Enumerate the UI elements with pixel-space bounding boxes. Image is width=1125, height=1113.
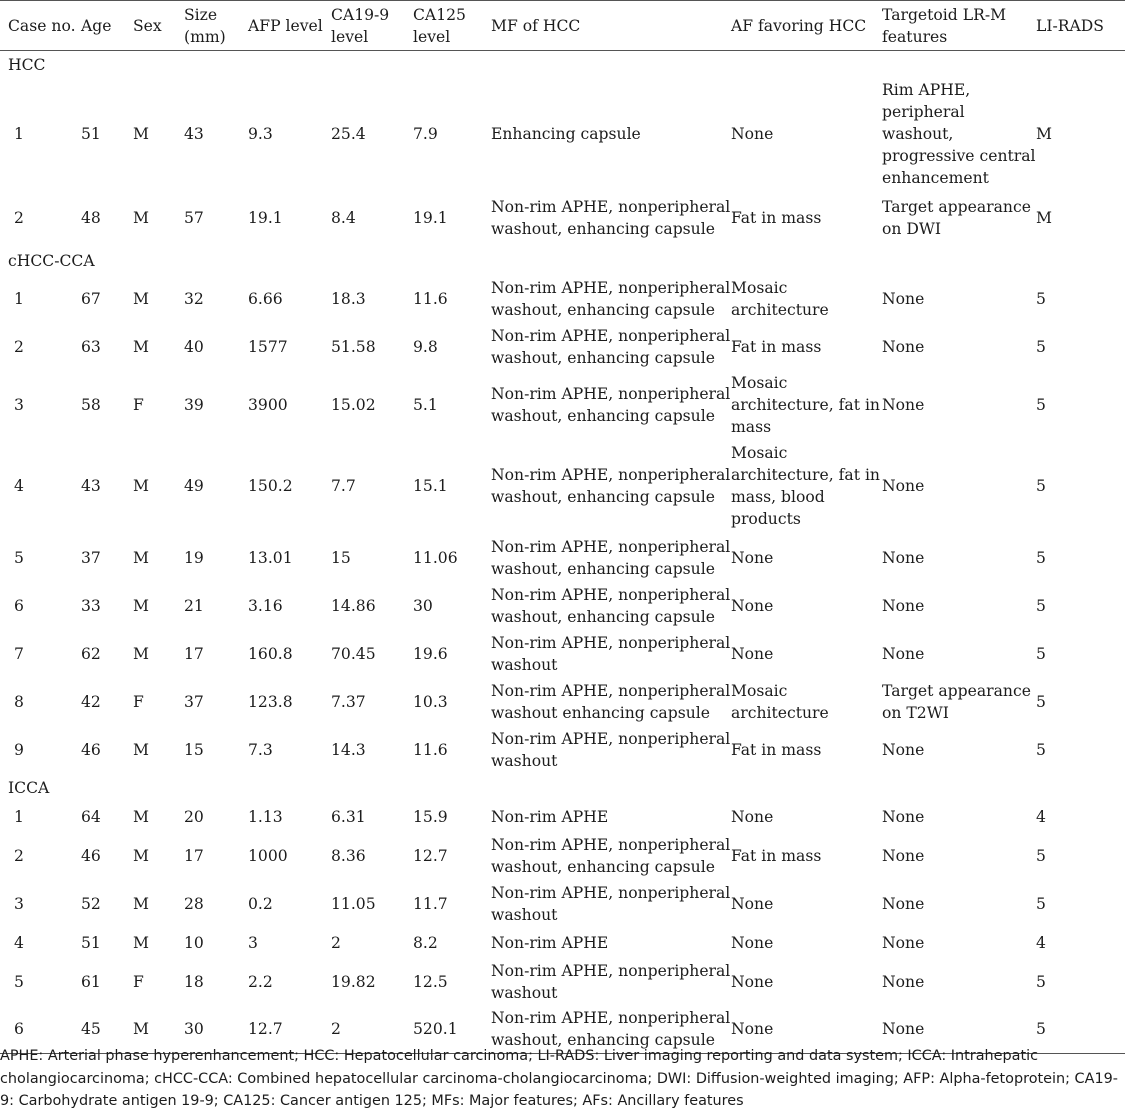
cell-li-rads: 4 — [1036, 933, 1046, 952]
cell-age: 33 — [81, 596, 101, 615]
cell-af: Mosaic architecture, fat in mass — [731, 373, 880, 436]
cell-li-rads: 5 — [1036, 644, 1046, 663]
cell-ca125: 19.6 — [413, 644, 448, 663]
cell-ca19-9: 70.45 — [331, 644, 376, 663]
cell-li-rads: M — [1036, 124, 1052, 143]
cell-case-no: 4 — [14, 477, 24, 495]
cell-sex: M — [133, 644, 149, 663]
cell-ca125: 7.9 — [413, 124, 438, 143]
cell-ca125: 12.7 — [413, 846, 448, 865]
group-label: ICCA — [8, 778, 50, 797]
cell-age: 45 — [81, 1006, 133, 1054]
cell-ca125: 15.1 — [413, 477, 448, 495]
cell-af: Mosaic architecture — [731, 278, 829, 319]
cell-li-rads: 5 — [1036, 1006, 1125, 1054]
cell-size: 19 — [184, 548, 204, 567]
cell-af: Fat in mass — [731, 846, 822, 865]
cell-afp: 1000 — [248, 846, 288, 865]
cell-case-no: 2 — [14, 337, 24, 356]
cell-ca19-9: 15.02 — [331, 395, 376, 414]
cell-ca19-9: 2 — [331, 1006, 413, 1054]
table-row — [0, 880, 1125, 928]
cell-mf: Non-rim APHE, nonperipheral washout — [491, 633, 731, 674]
cell-li-rads: 5 — [1036, 477, 1046, 495]
cell-sex: F — [133, 972, 144, 991]
cell-size: 43 — [184, 124, 204, 143]
cell-ca19-9: 7.37 — [331, 692, 366, 711]
header-ca125: CA125 level — [413, 1, 491, 51]
cell-targetoid: None — [882, 596, 925, 615]
cell-sex: M — [133, 894, 149, 913]
cell-af: None — [731, 807, 774, 826]
cell-case-no: 3 — [14, 894, 24, 913]
cell-afp: 7.3 — [248, 740, 273, 759]
cell-sex: M — [133, 807, 149, 826]
cell-targetoid: None — [882, 894, 925, 913]
cell-li-rads: 5 — [1036, 972, 1046, 991]
cell-ca125: 15.9 — [413, 807, 448, 826]
header-targetoid: Targetoid LR-M features — [882, 1, 1036, 51]
table-row — [0, 79, 1125, 189]
cell-ca19-9: 25.4 — [331, 124, 366, 143]
cell-mf: Non-rim APHE, nonperipheral washout, enhancing capsule — [491, 585, 731, 626]
cell-sex: M — [133, 1006, 184, 1054]
header-ca19-9: CA19-9 level — [331, 1, 413, 51]
table-row — [0, 275, 1125, 323]
cell-li-rads: 5 — [1036, 395, 1046, 414]
cell-case-no: 2 — [14, 846, 24, 865]
cell-age: 63 — [81, 337, 101, 356]
table-footnote: APHE: Arterial phase hyperenhancement; HCC: Hepatocellular carcinoma; LI-RADS: Liver imaging reporting and data system; ICCA: Intrahepatic cholangiocarcinoma; cHCC-CCA: Combined hepatocellular carcinoma-cholangiocarcinoma; DWI: Diffusion-weighted imaging; AFP: Alpha-fetoprotein; CA19-9: Carbohydrate antigen 19-9; CA125: Cancer antigen 125; MFs: Major features; AFs: Ancillary features — [0, 1048, 1118, 1109]
cell-ca19-9: 8.4 — [331, 208, 356, 227]
cell-ca19-9: 11.05 — [331, 894, 376, 913]
cell-af: None — [731, 596, 774, 615]
header-afp: AFP level — [248, 1, 331, 51]
table-row — [0, 630, 1125, 678]
cell-ca19-9: 7.7 — [331, 477, 356, 495]
cell-size: 30 — [184, 1006, 248, 1054]
cell-afp: 19.1 — [248, 208, 283, 227]
cell-li-rads: 5 — [1036, 740, 1046, 759]
table-row — [0, 802, 1125, 832]
header-case-no: Case no. — [0, 1, 81, 51]
cell-size: 40 — [184, 337, 204, 356]
cell-size: 10 — [184, 933, 204, 952]
cell-size: 15 — [184, 740, 204, 759]
cell-case-no: 1 — [14, 807, 24, 826]
cell-mf: Non-rim APHE, nonperipheral washout, enhancing capsule — [491, 278, 731, 319]
cell-size: 17 — [184, 846, 204, 865]
cell-li-rads: 5 — [1036, 289, 1046, 308]
cell-targetoid: None — [882, 337, 925, 356]
cell-afp: 123.8 — [248, 692, 293, 711]
table-row — [0, 582, 1125, 630]
table-body — [0, 51, 1125, 1054]
cell-li-rads: 5 — [1036, 894, 1046, 913]
cell-size: 37 — [184, 692, 204, 711]
cell-age: 61 — [81, 972, 101, 991]
cell-targetoid: Target appearance on T2WI — [882, 681, 1031, 722]
cell-ca125: 5.1 — [413, 395, 438, 414]
cell-mf: Non-rim APHE, nonperipheral washout — [491, 961, 731, 1002]
cell-case-no: 5 — [14, 548, 24, 567]
cell-case-no: 6 — [0, 1006, 81, 1054]
cell-ca125: 520.1 — [413, 1006, 491, 1054]
table-row — [0, 439, 1125, 534]
cell-sex: M — [133, 337, 149, 356]
cell-sex: M — [133, 124, 149, 143]
cell-ca19-9: 18.3 — [331, 289, 366, 308]
cell-case-no: 7 — [14, 644, 24, 663]
cell-li-rads: 5 — [1036, 548, 1046, 567]
cell-targetoid: None — [882, 740, 925, 759]
group-label: cHCC-CCA — [8, 251, 95, 270]
cell-ca19-9: 15 — [331, 548, 351, 567]
table-row — [0, 189, 1125, 247]
table-row — [0, 726, 1125, 774]
cell-targetoid: None — [882, 644, 925, 663]
table-row — [0, 678, 1125, 726]
cell-size: 28 — [184, 894, 204, 913]
cell-af: None — [731, 933, 774, 952]
cell-afp: 0.2 — [248, 894, 273, 913]
cell-mf: Non-rim APHE — [491, 807, 609, 826]
cell-case-no: 5 — [14, 972, 24, 991]
cell-age: 64 — [81, 807, 101, 826]
cell-afp: 12.7 — [248, 1006, 331, 1054]
cell-li-rads: 5 — [1036, 337, 1046, 356]
cell-case-no: 1 — [14, 289, 24, 308]
cell-case-no: 6 — [14, 596, 24, 615]
cell-ca19-9: 19.82 — [331, 972, 376, 991]
cell-afp: 3900 — [248, 395, 288, 414]
cell-sex: M — [133, 933, 149, 952]
cell-age: 46 — [81, 740, 101, 759]
cell-ca125: 30 — [413, 596, 433, 615]
cell-size: 32 — [184, 289, 204, 308]
cell-size: 39 — [184, 395, 204, 414]
cell-case-no: 9 — [14, 740, 24, 759]
cell-af: Mosaic architecture, fat in mass, blood products — [731, 444, 880, 528]
cell-ca125: 19.1 — [413, 208, 448, 227]
cell-mf: Non-rim APHE, nonperipheral washout, enhancing capsule — [491, 1006, 731, 1054]
cell-li-rads: M — [1036, 208, 1052, 227]
cell-li-rads: 4 — [1036, 807, 1046, 826]
cell-li-rads: 5 — [1036, 596, 1046, 615]
cell-case-no: 2 — [14, 208, 24, 227]
cell-mf: Non-rim APHE, nonperipheral washout — [491, 883, 731, 924]
header-mf: MF of HCC — [491, 1, 731, 51]
cell-li-rads: 5 — [1036, 692, 1046, 711]
cell-age: 67 — [81, 289, 101, 308]
table-row — [0, 928, 1125, 958]
cell-af: Fat in mass — [731, 337, 822, 356]
cell-mf: Non-rim APHE, nonperipheral washout, enhancing capsule — [491, 537, 731, 578]
cell-mf: Non-rim APHE, nonperipheral washout, enhancing capsule — [491, 466, 731, 506]
cell-ca19-9: 2 — [331, 933, 341, 952]
cell-mf: Non-rim APHE, nonperipheral washout — [491, 729, 731, 770]
group-row — [0, 51, 1125, 79]
header-age: Age — [81, 1, 133, 51]
cell-afp: 9.3 — [248, 124, 273, 143]
cell-age: 42 — [81, 692, 101, 711]
cell-age: 58 — [81, 395, 101, 414]
cell-ca19-9: 51.58 — [331, 337, 376, 356]
cell-mf: Non-rim APHE, nonperipheral washout, enhancing capsule — [491, 384, 731, 425]
cell-targetoid: None — [882, 1006, 1036, 1054]
cell-afp: 3 — [248, 933, 258, 952]
cell-af: None — [731, 124, 774, 143]
cell-ca125: 11.6 — [413, 289, 448, 308]
cell-af: None — [731, 972, 774, 991]
cell-age: 48 — [81, 208, 101, 227]
cell-mf: Non-rim APHE — [491, 933, 609, 952]
cell-sex: M — [133, 289, 149, 308]
cell-ca125: 11.06 — [413, 548, 458, 567]
cell-targetoid: None — [882, 807, 925, 826]
cell-sex: M — [133, 208, 149, 227]
table-row — [0, 958, 1125, 1006]
cell-sex: M — [133, 596, 149, 615]
cell-afp: 2.2 — [248, 972, 273, 991]
cell-targetoid: None — [882, 289, 925, 308]
cell-ca125: 11.6 — [413, 740, 448, 759]
table-row — [0, 534, 1125, 582]
cell-afp: 160.8 — [248, 644, 293, 663]
cell-af: Fat in mass — [731, 740, 822, 759]
cell-sex: F — [133, 395, 144, 414]
cell-mf: Non-rim APHE, nonperipheral washout enhancing capsule — [491, 681, 731, 722]
cell-ca125: 12.5 — [413, 972, 448, 991]
header-sex: Sex — [133, 1, 184, 51]
group-row — [0, 247, 1125, 275]
cell-age: 51 — [81, 933, 101, 952]
cell-age: 46 — [81, 846, 101, 865]
cell-sex: F — [133, 692, 144, 711]
cell-sex: M — [133, 846, 149, 865]
cell-afp: 1577 — [248, 337, 288, 356]
cell-ca19-9: 6.31 — [331, 807, 366, 826]
cell-afp: 150.2 — [248, 477, 293, 495]
cell-sex: M — [133, 740, 149, 759]
cell-targetoid: None — [882, 477, 925, 495]
cell-afp: 6.66 — [248, 289, 283, 308]
cell-size: 18 — [184, 972, 204, 991]
cell-age: 51 — [81, 124, 101, 143]
cell-mf: Enhancing capsule — [491, 124, 641, 143]
cell-af: None — [731, 1006, 882, 1054]
cell-age: 37 — [81, 548, 101, 567]
cell-size: 49 — [184, 477, 204, 495]
cell-ca125: 10.3 — [413, 692, 448, 711]
cell-age: 62 — [81, 644, 101, 663]
cell-size: 57 — [184, 208, 204, 227]
table-row — [0, 323, 1125, 371]
cell-af: Mosaic architecture — [731, 681, 829, 722]
cell-targetoid: None — [882, 972, 925, 991]
group-row — [0, 774, 1125, 802]
cell-case-no: 8 — [14, 692, 24, 711]
cell-mf: Non-rim APHE, nonperipheral washout, enhancing capsule — [491, 835, 731, 876]
cell-targetoid: None — [882, 846, 925, 865]
header-size: Size (mm) — [184, 1, 248, 51]
table-row — [0, 371, 1125, 439]
cell-af: None — [731, 894, 774, 913]
cell-sex: M — [133, 548, 149, 567]
header-af: AF favoring HCC — [731, 1, 882, 51]
cell-af: None — [731, 644, 774, 663]
cell-targetoid: None — [882, 395, 925, 414]
cell-mf: Non-rim APHE, nonperipheral washout, enhancing capsule — [491, 197, 731, 238]
cell-mf: Non-rim APHE, nonperipheral washout, enhancing capsule — [491, 326, 731, 367]
cell-targetoid: Rim APHE, peripheral washout, progressive central enhancement — [882, 80, 1036, 187]
cell-ca125: 9.8 — [413, 337, 438, 356]
cell-targetoid: None — [882, 933, 925, 952]
cell-ca125: 11.7 — [413, 894, 448, 913]
cell-case-no: 3 — [14, 395, 24, 414]
cell-ca19-9: 14.86 — [331, 596, 376, 615]
cell-af: Fat in mass — [731, 208, 822, 227]
cell-size: 21 — [184, 596, 204, 615]
cell-targetoid: None — [882, 548, 925, 567]
cell-age: 52 — [81, 894, 101, 913]
cell-size: 17 — [184, 644, 204, 663]
table-header — [0, 1, 1125, 51]
header-li-rads: LI-RADS — [1036, 1, 1125, 51]
cell-afp: 13.01 — [248, 548, 293, 567]
cell-case-no: 1 — [14, 124, 24, 143]
cell-size: 20 — [184, 807, 204, 826]
cell-case-no: 4 — [14, 933, 24, 952]
cell-afp: 1.13 — [248, 807, 283, 826]
cell-targetoid: Target appearance on DWI — [882, 197, 1031, 238]
cell-age: 43 — [81, 477, 101, 495]
cell-ca125: 8.2 — [413, 933, 438, 952]
cell-ca19-9: 14.3 — [331, 740, 366, 759]
group-label: HCC — [8, 55, 46, 74]
header-row — [0, 1, 1125, 51]
cell-ca19-9: 8.36 — [331, 846, 366, 865]
cell-afp: 3.16 — [248, 596, 283, 615]
table-row — [0, 832, 1125, 880]
cell-sex: M — [133, 477, 149, 495]
cell-li-rads: 5 — [1036, 846, 1046, 865]
cell-af: None — [731, 548, 774, 567]
